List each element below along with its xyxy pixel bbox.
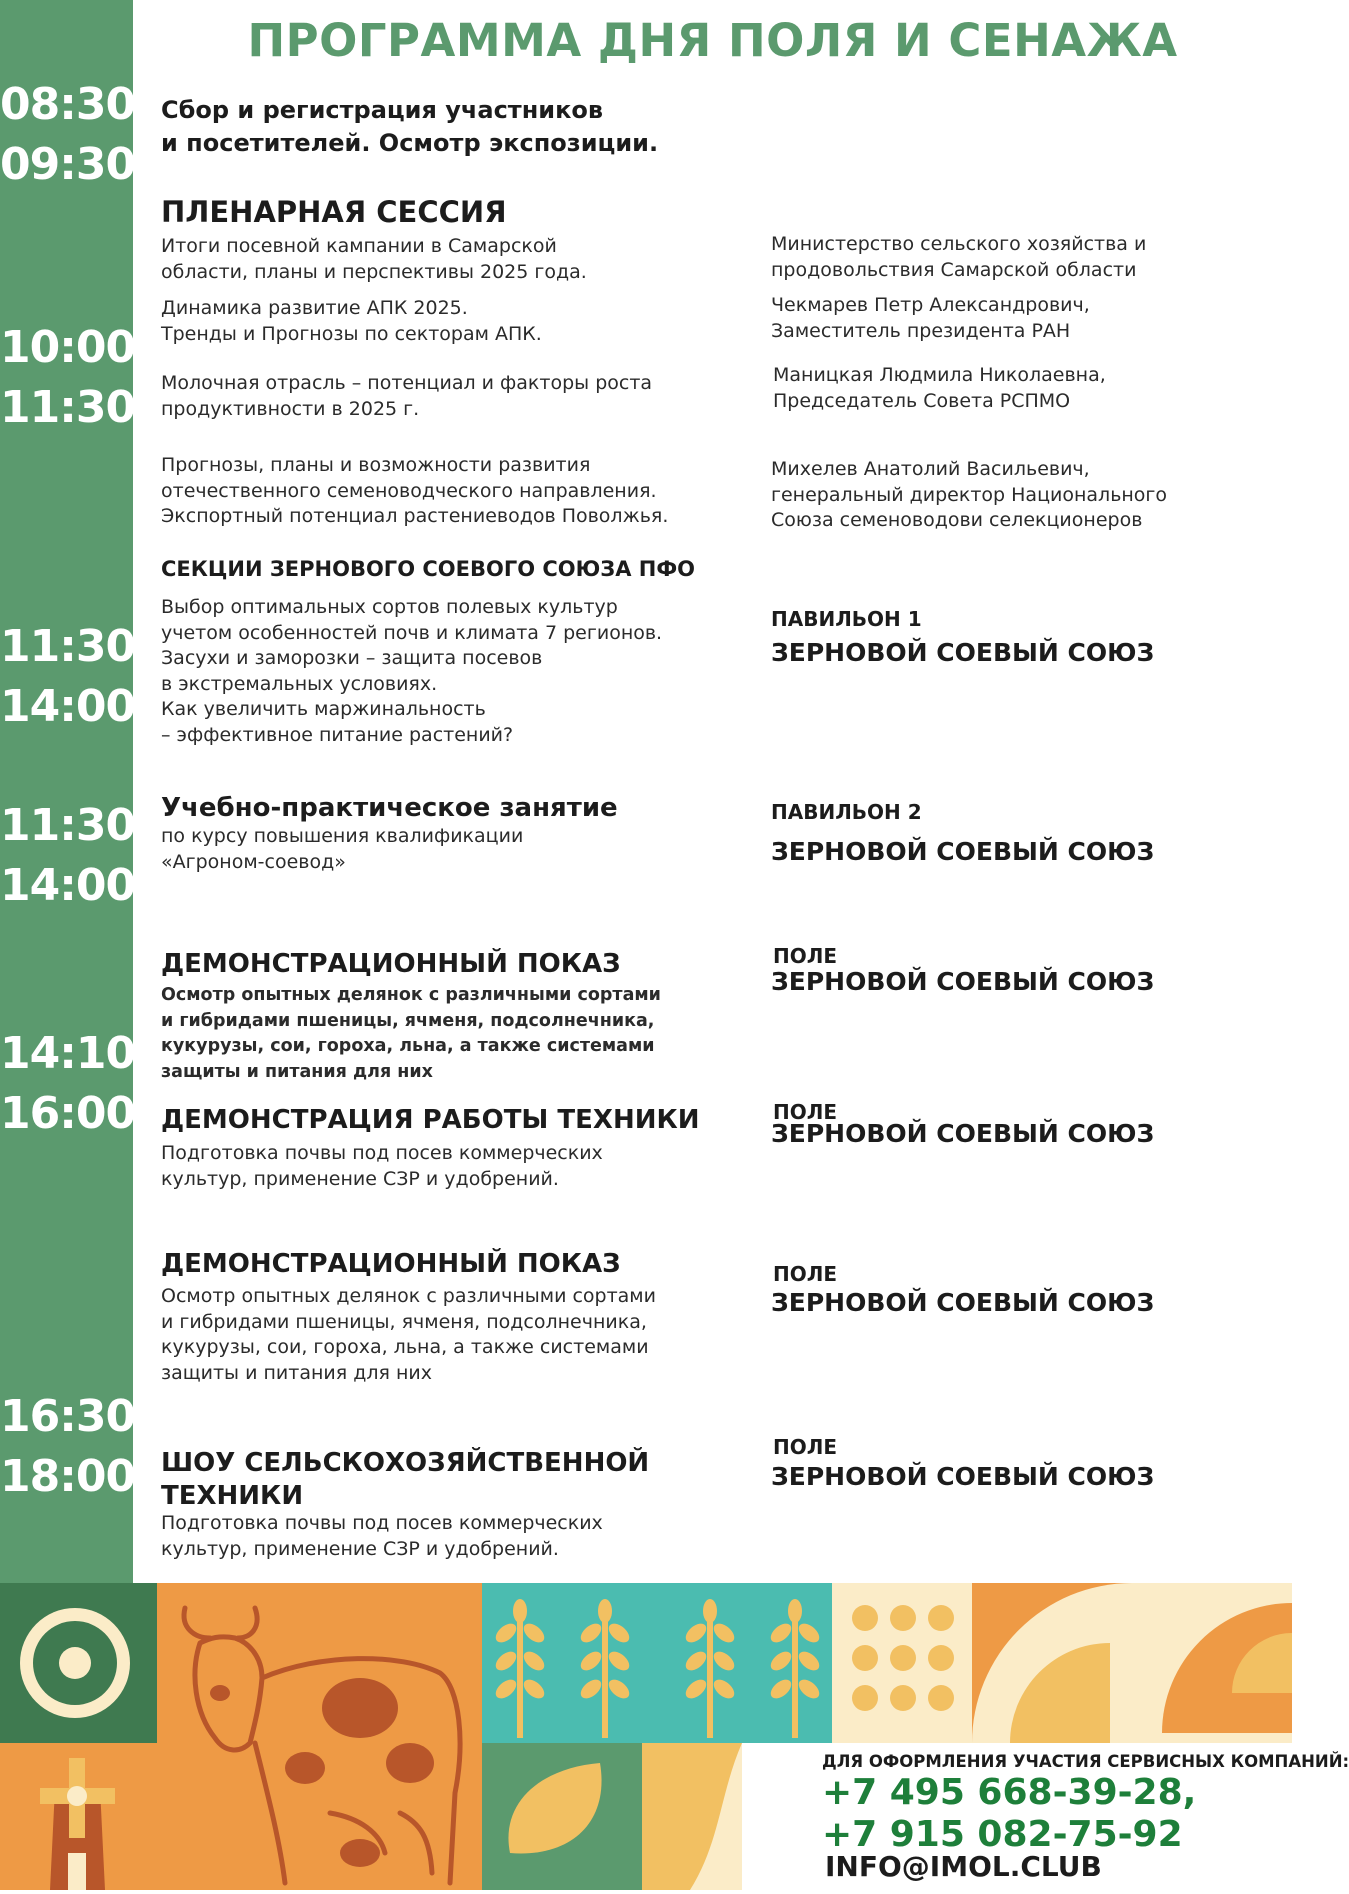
text-line: Осмотр опытных делянок с различными сортами (161, 985, 661, 1005)
contact-phone-2[interactable]: +7 915 082-75-92 (822, 1814, 1183, 1855)
text-line: Молочная отрасль – потенциал и факторы роста (161, 372, 653, 394)
demo1-heading: ДЕМОНСТРАЦИОННЫЙ ПОКАЗ (161, 949, 621, 979)
text-line: защиты и питания для них (161, 1361, 432, 1384)
show-text (161, 1511, 603, 1562)
text-line: Заместитель президента РАН (771, 319, 1071, 342)
text-line: и гибридами пшеницы, ячменя, подсолнечника, (161, 1010, 655, 1031)
sections-place: ПАВИЛЬОН 1 (771, 607, 922, 631)
sections-heading: СЕКЦИИ ЗЕРНОВОГО СОЕВОГО СОЮЗА ПФО (161, 557, 696, 581)
text-line: в экстремальных условиях. (161, 672, 438, 695)
text-line: Динамика развитие АПК 2025. (161, 297, 468, 319)
machinery1-place: ПОЛЕ (773, 1100, 838, 1124)
machinery1-text (161, 1141, 603, 1192)
time-end: 09:30 (0, 139, 136, 190)
plenary-item-text (161, 234, 587, 285)
plenary-item-speaker (771, 293, 1090, 344)
target-icon (20, 1608, 130, 1718)
contacts-label: ДЛЯ ОФОРМЛЕНИЯ УЧАСТИЯ СЕРВИСНЫХ КОМПАНИЙ: (822, 1752, 1349, 1771)
plenary-item-text (161, 371, 652, 422)
text-line: Михелев Анатолий Васильевич, (771, 458, 1090, 480)
text-line: продуктивности в 2025 г. (161, 397, 420, 420)
text-line: Выбор оптимальных сортов полевых культур (161, 596, 618, 618)
plenary-item-speaker (771, 457, 1167, 534)
demo1-org: ЗЕРНОВОЙ СОЕВЫЙ СОЮЗ (771, 967, 1155, 996)
text-line: продовольствия Самарской области (771, 258, 1137, 281)
demo1-text (161, 983, 661, 1085)
text-line: культур, применение СЗР и удобрений. (161, 1537, 559, 1560)
dots-pattern (852, 1605, 954, 1711)
sections-text (161, 595, 662, 748)
plenary-item-speaker (771, 232, 1146, 283)
training-place: ПАВИЛЬОН 2 (771, 800, 922, 824)
time-start: 11:30 (0, 621, 136, 672)
text-line: Итоги посевной кампании в Самарской (161, 235, 557, 257)
registration-line: Сбор и регистрация участников (161, 96, 604, 124)
machinery1-org: ЗЕРНОВОЙ СОЕВЫЙ СОЮЗ (771, 1119, 1155, 1148)
text-line: ШОУ СЕЛЬСКОХОЗЯЙСТВЕННОЙ (161, 1448, 650, 1478)
time-end: 14:00 (0, 860, 136, 911)
registration-line: и посетителей. Осмотр экспозиции. (161, 129, 659, 157)
show-org: ЗЕРНОВОЙ СОЕВЫЙ СОЮЗ (771, 1462, 1155, 1491)
text-line: Чекмарев Петр Александрович, (771, 294, 1090, 316)
text-line: Маницкая Людмила Николаевна, (773, 364, 1106, 386)
text-line: Засухи и заморозки – защита посевов (161, 647, 543, 669)
text-line: Председатель Совета РСПМО (773, 389, 1071, 412)
training-org: ЗЕРНОВОЙ СОЕВЫЙ СОЮЗ (771, 837, 1155, 866)
time-start: 10:00 (0, 322, 136, 373)
text-line: кукурузы, сои, гороха, льна, а также системами (161, 1336, 649, 1358)
text-line: Министерство сельского хозяйства и (771, 233, 1147, 255)
text-line: Подготовка почвы под посев коммерческих (161, 1512, 603, 1534)
registration-block (161, 94, 658, 160)
time-start: 16:30 (0, 1391, 136, 1442)
text-line: области, планы и перспективы 2025 года. (161, 260, 587, 283)
text-line: Тренды и Прогнозы по секторам АПК. (161, 322, 542, 345)
sections-org: ЗЕРНОВОЙ СОЕВЫЙ СОЮЗ (771, 638, 1155, 667)
text-line: Подготовка почвы под посев коммерческих (161, 1142, 603, 1164)
plenary-item-text (161, 296, 542, 347)
time-end: 18:00 (0, 1451, 136, 1502)
time-start: 14:10 (0, 1028, 136, 1079)
text-line: защиты и питания для них (161, 1061, 433, 1082)
plenary-item-speaker (773, 363, 1106, 414)
contact-phone-1[interactable]: +7 495 668-39-28, (822, 1772, 1197, 1813)
demo2-text (161, 1284, 656, 1386)
text-line: по курсу повышения квалификации (161, 825, 524, 847)
text-line: Прогнозы, планы и возможности развития (161, 454, 591, 476)
machinery1-heading: ДЕМОНСТРАЦИЯ РАБОТЫ ТЕХНИКИ (161, 1105, 700, 1135)
text-line: Осмотр опытных делянок с различными сортами (161, 1285, 656, 1307)
text-line: Экспортный потенциал растениеводов Поволжья. (161, 505, 669, 527)
page-title: ПРОГРАММА ДНЯ ПОЛЯ И СЕНАЖА (247, 14, 1178, 67)
training-heading: Учебно-практическое занятие (161, 793, 618, 823)
text-line: Как увеличить маржинальность (161, 698, 486, 720)
plenary-heading: ПЛЕНАРНАЯ СЕССИЯ (161, 195, 507, 229)
text-line: Союза семеноводови селекционеров (771, 509, 1143, 531)
show-place: ПОЛЕ (773, 1435, 838, 1459)
text-line: культур, применение СЗР и удобрений. (161, 1167, 559, 1190)
show-heading (161, 1447, 649, 1513)
text-line: генеральный директор Национального (771, 483, 1168, 506)
text-line: ТЕХНИКИ (161, 1481, 304, 1511)
time-start: 11:30 (0, 800, 136, 851)
text-line: кукурузы, сои, гороха, льна, а также системами (161, 1036, 655, 1056)
demo1-place: ПОЛЕ (773, 944, 838, 968)
text-line: отечественного семеноводческого направления. (161, 479, 657, 502)
demo2-place: ПОЛЕ (773, 1262, 838, 1286)
demo2-org: ЗЕРНОВОЙ СОЕВЫЙ СОЮЗ (771, 1288, 1155, 1317)
time-end: 11:30 (0, 382, 136, 433)
text-line: и гибридами пшеницы, ячменя, подсолнечника, (161, 1310, 647, 1333)
time-end: 14:00 (0, 681, 136, 732)
time-start: 08:30 (0, 79, 136, 130)
plenary-item-text (161, 453, 668, 530)
time-sidebar (0, 0, 136, 1583)
time-end: 16:00 (0, 1088, 136, 1139)
text-line: «Агроном-соевод» (161, 850, 346, 873)
text-line: – эффективное питание растений? (161, 723, 514, 746)
text-line: учетом особенностей почв и климата 7 регионов. (161, 621, 663, 644)
demo2-heading: ДЕМОНСТРАЦИОННЫЙ ПОКАЗ (161, 1249, 621, 1279)
contact-email[interactable]: INFO@IMOL.CLUB (825, 1850, 1102, 1883)
training-text (161, 824, 523, 875)
